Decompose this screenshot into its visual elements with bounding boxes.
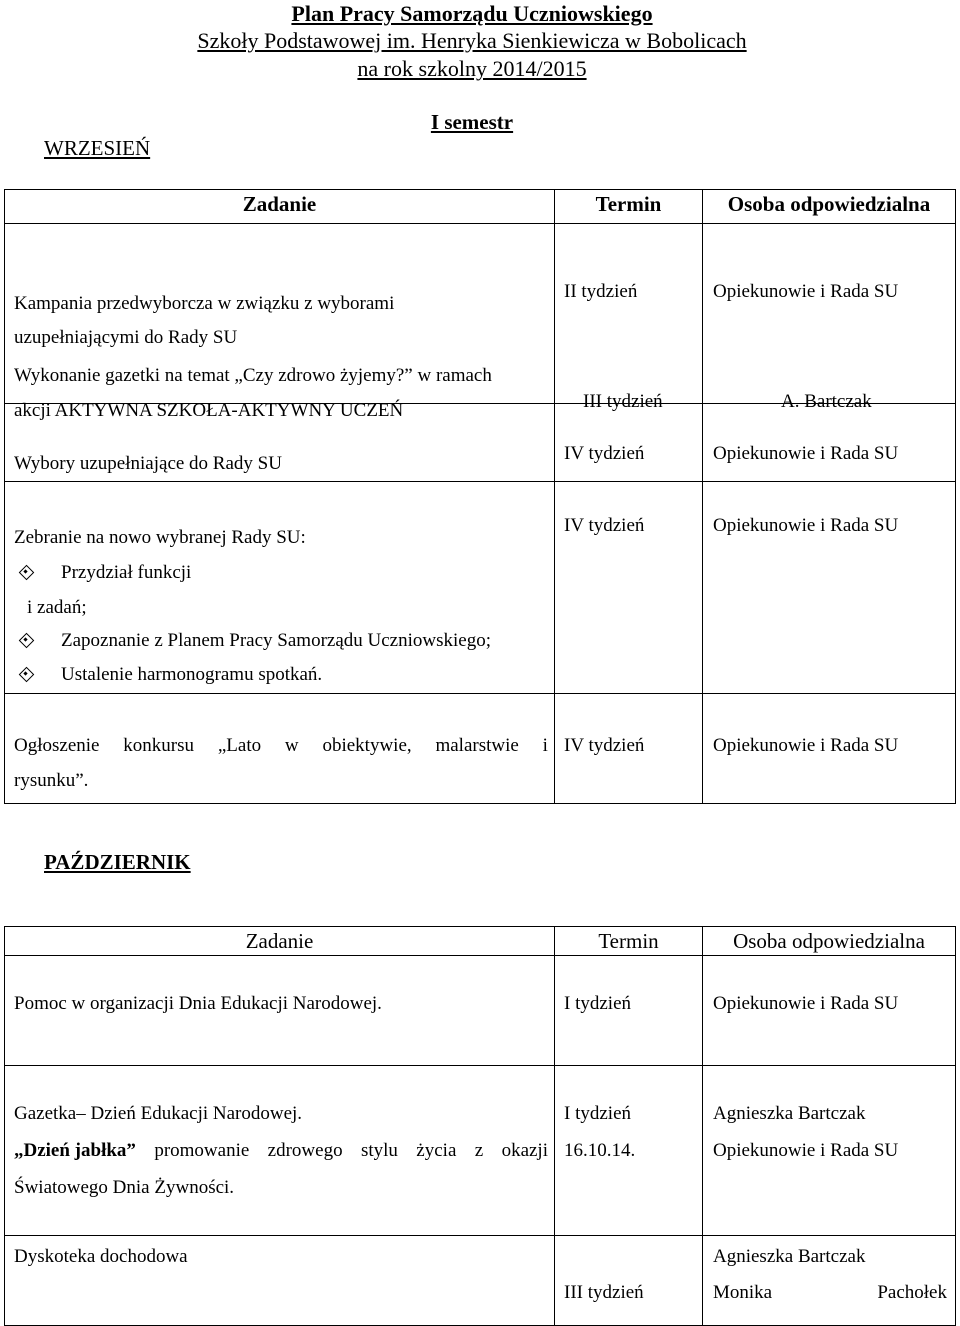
term-cell: II tydzień bbox=[564, 281, 638, 302]
header-task: Zadanie bbox=[5, 190, 555, 224]
person-cell: Opiekunowie i Rada SU bbox=[713, 735, 899, 756]
term-cell: I tydzień bbox=[564, 993, 632, 1014]
task-cell: Wybory uzupełniające do Rady SU bbox=[14, 453, 282, 474]
list-item: Przydział funkcji bbox=[19, 561, 191, 585]
table-row bbox=[5, 1236, 956, 1326]
semester-label: I semestr bbox=[430, 110, 514, 134]
task-line: Gazetka– Dzień Edukacji Narodowej. bbox=[14, 1103, 303, 1124]
term-cell: I tydzień bbox=[564, 1103, 632, 1124]
person-cell: Opiekunowie i Rada SU bbox=[713, 993, 899, 1014]
table-row bbox=[5, 482, 956, 694]
task-line: uzupełniającymi do Rady SU bbox=[14, 327, 238, 348]
person-line-justified: Monika Pachołek bbox=[713, 1282, 947, 1303]
task-line: akcji AKTYWNA SZKOŁA-AKTYWNY UCZEŃ bbox=[14, 400, 404, 421]
person-cell: A. Bartczak bbox=[781, 391, 872, 412]
document-title: Plan Pracy Samorządu Uczniowskiego bbox=[291, 1, 653, 26]
table-header-row bbox=[5, 190, 956, 224]
pazdziernik-table bbox=[4, 926, 956, 1326]
task-line-justified: Ogłoszenie konkursu „Lato w obiektywie, malarstwie i bbox=[14, 735, 548, 756]
task-line: Światowego Dnia Żywności. bbox=[14, 1177, 235, 1198]
person-cell: Agnieszka Bartczak bbox=[713, 1246, 866, 1267]
task-line: Wykonanie gazetki na temat „Czy zdrowo żyjemy?” w ramach bbox=[14, 365, 492, 386]
term-cell: III tydzień bbox=[564, 1282, 644, 1303]
task-line: Kampania przedwyborcza w związku z wyborami bbox=[14, 293, 395, 314]
person-cell: Agnieszka Bartczak bbox=[713, 1103, 866, 1124]
school-year: na rok szkolny 2014/2015 bbox=[357, 56, 587, 81]
task-cell: Zebranie na nowo wybranej Rady SU: bbox=[14, 527, 306, 548]
term-cell: 16.10.14. bbox=[564, 1140, 636, 1161]
table-row bbox=[5, 956, 956, 1066]
header-person: Osoba odpowiedzialna bbox=[703, 927, 956, 956]
month-pazdziernik: PAŹDZIERNIK bbox=[44, 850, 191, 874]
list-item: Zapoznanie z Planem Pracy Samorządu Uczniowskiego; bbox=[19, 629, 491, 653]
month-wrzesien: WRZESIEŃ bbox=[44, 136, 151, 160]
term-cell: IV tydzień bbox=[564, 443, 645, 464]
person-cell: Opiekunowie i Rada SU bbox=[713, 281, 899, 302]
person-cell: Opiekunowie i Rada SU bbox=[713, 1140, 899, 1161]
diamond-bullet-icon bbox=[19, 633, 33, 647]
header-term: Termin bbox=[555, 190, 703, 224]
task-cell: Dyskoteka dochodowa bbox=[14, 1246, 188, 1267]
table-row bbox=[5, 224, 956, 404]
term-cell: IV tydzień bbox=[564, 735, 645, 756]
list-item-continuation: i zadań; bbox=[27, 597, 87, 618]
term-cell: IV tydzień bbox=[564, 515, 645, 536]
table-row bbox=[5, 1066, 956, 1236]
wrzesien-table bbox=[4, 189, 956, 804]
task-cell: Pomoc w organizacji Dnia Edukacji Narodowej. bbox=[14, 993, 382, 1014]
task-line-justified: „Dzień jabłka” promowanie zdrowego stylu życia z okazji bbox=[14, 1140, 548, 1161]
task-line: rysunku”. bbox=[14, 770, 89, 791]
header-term: Termin bbox=[555, 927, 703, 956]
table-row bbox=[5, 694, 956, 804]
table-header-row bbox=[5, 927, 956, 956]
term-cell: III tydzień bbox=[583, 391, 663, 412]
diamond-bullet-icon bbox=[19, 667, 33, 681]
person-cell: Opiekunowie i Rada SU bbox=[713, 515, 899, 536]
table-row bbox=[5, 404, 956, 482]
school-name: Szkoły Podstawowej im. Henryka Sienkiewicza w Bobolicach bbox=[197, 28, 747, 53]
list-item: Ustalenie harmonogramu spotkań. bbox=[19, 663, 322, 687]
diamond-bullet-icon bbox=[19, 565, 33, 579]
header-person: Osoba odpowiedzialna bbox=[703, 190, 956, 224]
header-task: Zadanie bbox=[5, 927, 555, 956]
person-cell: Opiekunowie i Rada SU bbox=[713, 443, 899, 464]
